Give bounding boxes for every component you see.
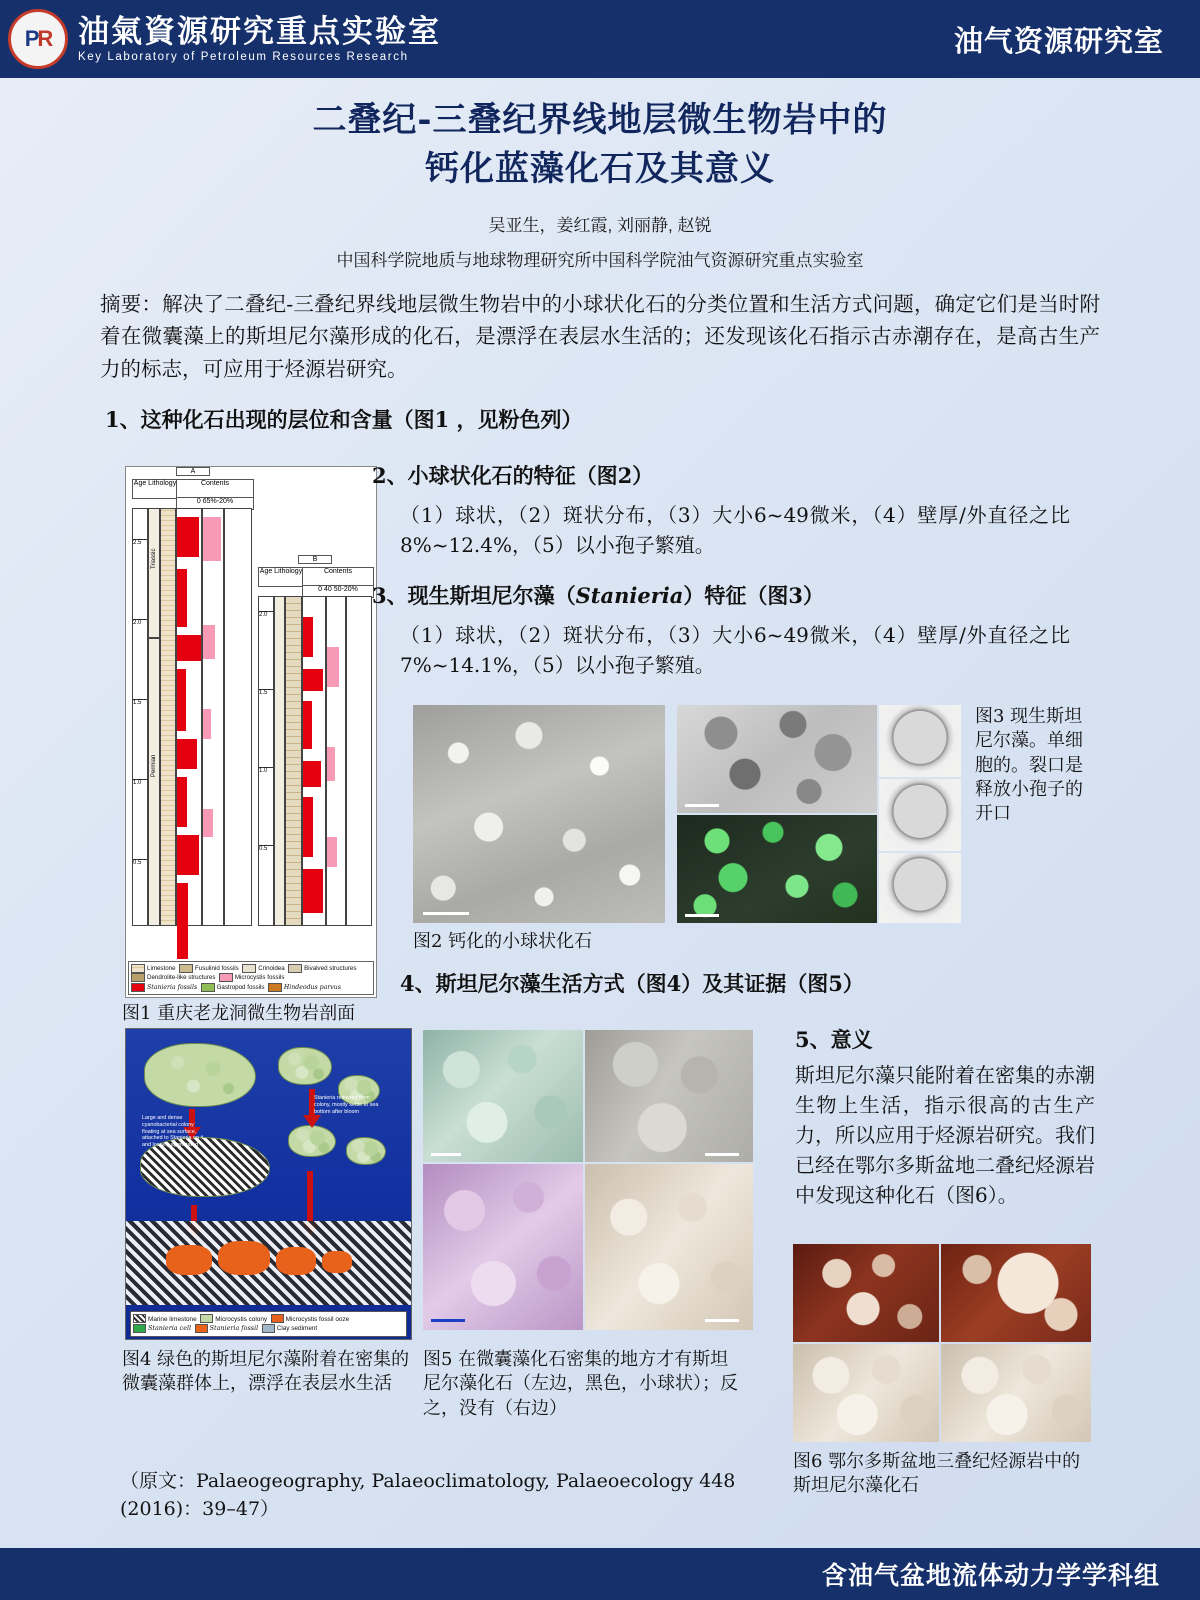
fig1-legend-item: Dendrolite-like structures: [147, 974, 216, 982]
fig1-panel-a: [132, 467, 252, 967]
affiliation: 中国科学院地质与地球物理研究所中国科学院油气资源研究重点实验室: [336, 250, 864, 270]
fig1-legend-item: Crinoidea: [258, 964, 285, 972]
poster-title-line1: 二叠纪-三叠纪界线地层微生物岩中的: [312, 100, 888, 140]
section-5-body: 斯坦尼尔藻只能附着在密集的赤潮生物上生活，指示很高的古生产力，所以应用于烃源岩研究。我们已经在鄂尔多斯盆地二叠纪烃源岩中发现这种化石（图6）。: [795, 1063, 1095, 1207]
fig1-legend-item: Microcystis fossils: [234, 974, 285, 982]
fig1-legend-item: Hindeodus parvus: [283, 983, 341, 991]
fig1-a-content-col-3: [224, 508, 252, 926]
section-3-genus-name: Stanieria: [575, 583, 684, 608]
fig1-a-depth-axis: 2.5 2.0 1.5 1.0 0.5: [132, 508, 148, 926]
fig1-a-age-permian: [148, 638, 160, 926]
figure-6-caption: 图6 鄂尔多斯盆地三叠纪烃源岩中的斯坦尼尔藻化石: [793, 1451, 1081, 1497]
section-3-body: （1）球状，（2）斑状分布，（3）大小6~49微米，（4）壁厚/外直径之比7%~14.1%，（5）以小孢子繁殖。: [400, 623, 1070, 677]
section-3-heading-pre: 3、现生斯坦尼尔藻（: [372, 583, 576, 608]
section-5-heading: 5、意义: [795, 1027, 873, 1052]
author-list: 吴亚生，姜红霞, 刘丽静, 赵锐: [488, 215, 712, 235]
fig4-note-left: Large and dense cyanobacterial colony floating at sea surface, attached to Stanieria on it and loosely aggregated: [142, 1115, 204, 1148]
fig1-legend-item: Limestone: [147, 964, 176, 972]
fig1-a-lithology-column: [160, 508, 176, 926]
figure-1-stratigraphic-log: [125, 466, 377, 998]
section-2-body: （1）球状，（2）斑状分布，（3）大小6~49微米，（4）壁厚/外直径之比8%~12.4%，（5）以小孢子繁殖。: [400, 503, 1070, 557]
fig1-a-head-contents: Contents: [176, 479, 254, 499]
figure-6-photo-4: [941, 1344, 1091, 1442]
figure-3-fluorescence-photo: [677, 815, 877, 923]
figure-6-photo-3: [793, 1344, 939, 1442]
fig4-note-right: Stanieria released from colony, mostly settle to sea bottom after bloom: [314, 1095, 379, 1115]
fig4-fossil-blob-1: [166, 1245, 212, 1275]
poster-title-line2: 钙化蓝藻化石及其意义: [425, 149, 775, 190]
section-3-heading: [372, 580, 824, 610]
fig1-a-head-scale: 0 65%-20%: [176, 497, 254, 510]
figure-6-photo-1: [793, 1244, 939, 1342]
fig1-b-content-col-2-pink: [326, 596, 346, 926]
fig1-b-head-scale: 0 40 50-20%: [302, 585, 374, 598]
figure-3-caption: 图3 现生斯坦尼尔藻。单细胞的。裂口是释放小孢子的开口: [975, 706, 1083, 825]
fig4-colony-2: [278, 1047, 332, 1085]
fig4-legend-item: Clay sediment: [276, 1325, 318, 1333]
fig1-b-content-col-1: [302, 596, 326, 926]
figure-5-photo-4: [585, 1164, 753, 1330]
figure-3-tem-photo-3: [879, 779, 961, 851]
section-4-heading: 4、斯坦尼尔藻生活方式（图4）及其证据（图5）: [400, 971, 864, 996]
title-block: [0, 96, 1200, 271]
figure-5-photo-3: [423, 1164, 583, 1330]
fig1-b-content-col-3: [346, 596, 372, 926]
fig1-legend-item: Fusulinid fossils: [195, 964, 239, 972]
figure-5-photo-1: [423, 1030, 583, 1162]
fig1-b-head-contents: Contents: [302, 567, 374, 587]
fig4-colony-4: [288, 1125, 336, 1157]
figure-2-photomicrograph-1: [413, 705, 665, 923]
figure-1-caption: 图1 重庆老龙洞微生物岩剖面: [122, 1003, 356, 1024]
fig4-fossil-blob-3: [276, 1247, 316, 1275]
fig1-legend-item: Bivalved structures: [304, 964, 357, 972]
figure-2-caption: 图2 钙化的小球状化石: [413, 931, 593, 952]
fig1-a-head-lith: Age Lithology: [132, 479, 178, 499]
fig1-legend-item: Stanieria fossils: [147, 983, 198, 991]
lab-name-en: Key Laboratory of Petroleum Resources Research: [78, 51, 409, 64]
section-2-heading: 2、小球状化石的特征（图2）: [372, 463, 654, 488]
section-3-heading-post: ）特征（图3）: [683, 583, 824, 608]
fig1-legend-item: Gastropod fossils: [216, 983, 265, 991]
fig4-legend-item: Microcystis fossil ooze: [285, 1315, 350, 1323]
fig1-a-age-top-label: Triassic: [151, 548, 157, 569]
pr-logo-icon: P R: [8, 9, 68, 69]
fig4-legend: [130, 1311, 407, 1337]
figure-3-tem-photo-2: [879, 705, 961, 777]
fig1-a-content-col-1: [176, 508, 202, 926]
poster-header: [0, 0, 1200, 78]
fig4-legend-item: Marine limestone: [148, 1315, 197, 1323]
figure-5-photo-2: [585, 1030, 753, 1162]
figure-3-tem-photo-4: [879, 853, 961, 923]
figure-6-photo-2: [941, 1244, 1091, 1342]
lab-name: [78, 15, 441, 63]
fig4-legend-item: Stanieria cell: [148, 1324, 192, 1333]
header-right-title: 油气资源研究室: [953, 25, 1164, 58]
lab-logo-block: [0, 0, 441, 78]
fig4-legend-item: Microcystis colony: [215, 1315, 268, 1323]
fig1-a-content-col-2-pink: [202, 508, 224, 926]
fig1-panel-a-label: A: [176, 467, 210, 476]
fig1-a-age-triassic: [148, 508, 160, 638]
fig1-panel-b-label: B: [298, 555, 332, 564]
figure-4-life-mode-diagram: [125, 1028, 412, 1340]
figure-5-caption: 图5 在微囊藻化石密集的地方才有斯坦尼尔藻化石（左边，黑色，小球状）；反之，没有（右边）: [423, 1349, 738, 1419]
fig4-colony-5: [346, 1137, 386, 1165]
section-1-heading: 1、这种化石出现的层位和含量（图1 ，见粉色列）: [105, 407, 583, 432]
figure-3-tem-photo-1: [677, 705, 877, 813]
abstract-text: 摘要：解决了二叠纪-三叠纪界线地层微生物岩中的小球状化石的分类位置和生活方式问题，确定它们是当时附着在微囊藻上的斯坦尼尔藻形成的化石，是漂浮在表层水生活的；还发现该化石指示古赤潮存在，是高古生产力的标志，可应用于烃源岩研究。: [100, 292, 1100, 381]
fig1-b-age-column: [274, 596, 285, 926]
fig1-b-lithology-column: [285, 596, 302, 926]
fig4-fossil-blob-4: [322, 1251, 352, 1273]
fig1-a-age-bottom-label: Permian: [151, 754, 157, 777]
poster-footer: [0, 1548, 1200, 1600]
fig1-panel-b: [258, 555, 372, 975]
reference-note: （原文：Palaeogeography, Palaeoclimatology, Palaeoecology 448 (2016)：39–47）: [120, 1470, 736, 1520]
fig1-b-head-lith: Age Lithology: [258, 567, 304, 587]
figure-4-caption: 图4 绿色的斯坦尼尔藻附着在密集的微囊藻群体上，漂浮在表层水生活: [122, 1349, 410, 1395]
fig4-colony-1: [144, 1043, 256, 1107]
fig1-b-depth-axis: 2.0 1.5 1.0 0.5: [258, 596, 274, 926]
lab-name-cn: 油氣資源研究重点实验室: [78, 13, 441, 50]
fig4-legend-item: Stanieria fossil: [209, 1324, 259, 1333]
footer-group-name: 含油气盆地流体动力学学科组: [821, 1562, 1160, 1590]
fig1-legend: [128, 961, 374, 995]
fig4-fossil-blob-2: [218, 1241, 270, 1275]
